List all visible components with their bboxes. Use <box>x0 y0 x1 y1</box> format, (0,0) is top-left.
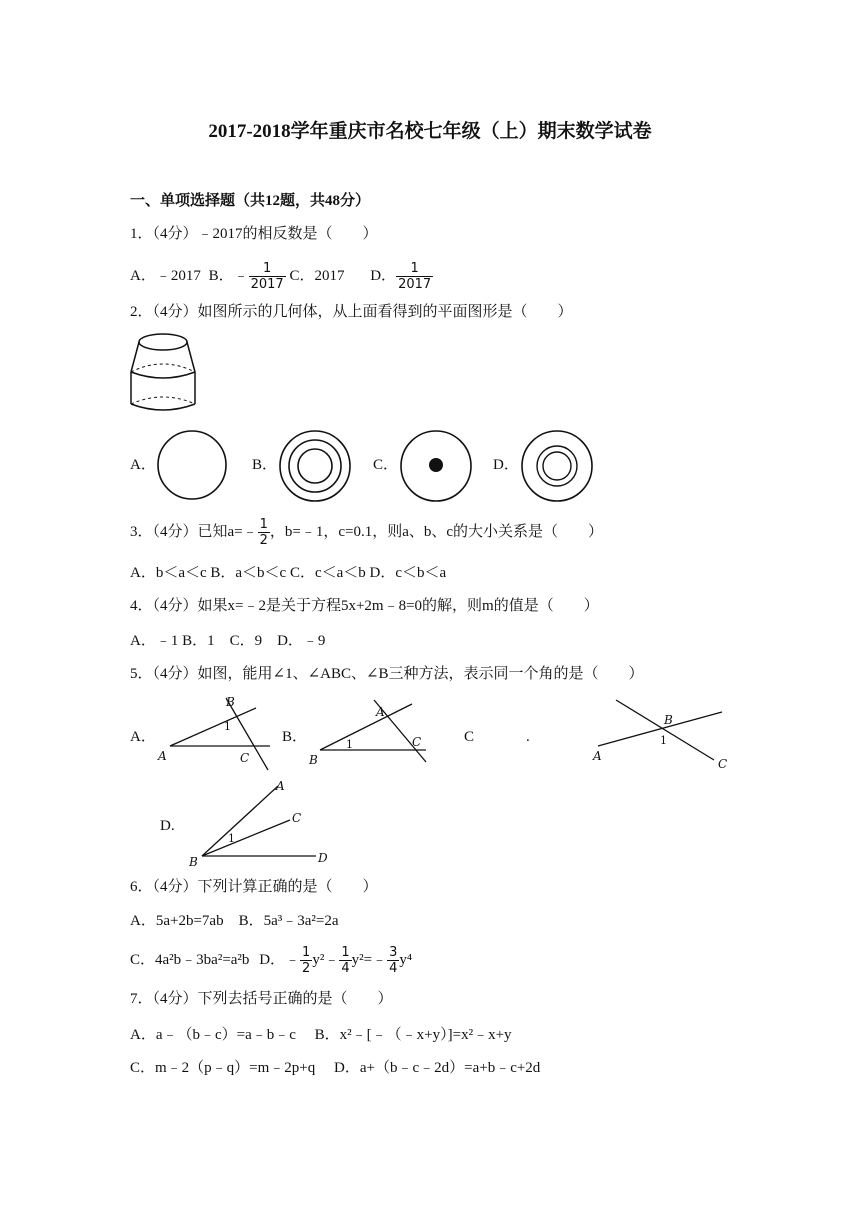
q5-option-b-figure <box>306 696 436 770</box>
question-7-options-ab: A．a﹣（b﹣c）=a﹣b﹣c B．x²﹣[﹣（﹣x+y）]=x²﹣x+y <box>130 1027 512 1043</box>
q2-option-d-circles <box>518 428 598 504</box>
q5b-label-B: B <box>309 753 318 767</box>
q6-term-2: y²=﹣ <box>351 952 388 968</box>
q5c-label-B: B <box>664 713 673 727</box>
q1-option-b-prefix: B．﹣ <box>208 268 249 284</box>
q5-option-a-label: A． <box>130 729 156 745</box>
q5-option-c-label: C <box>464 729 475 745</box>
question-6-options-ab: A．5a+2b=7ab B．5a³﹣3a²=2a <box>130 913 339 929</box>
q1-option-c: C．2017 <box>289 268 345 284</box>
question-2-stem: 2．（4分）如图所示的几何体，从上面看得到的平面图形是（ ） <box>130 304 573 320</box>
question-1-options <box>130 258 433 294</box>
q5-option-d-figure <box>186 776 336 870</box>
question-1-stem: 1．（4分）﹣2017的相反数是（ ） <box>130 226 378 242</box>
q5d-label-C: C <box>292 811 302 825</box>
q5-option-b-label: B． <box>282 729 308 745</box>
q1-option-d-prefix: D． <box>370 268 397 284</box>
q2-option-c-label: C． <box>373 457 399 473</box>
q2-option-a-label: A． <box>130 457 156 473</box>
q6-fraction-1: $\frac{1}{2}$ <box>302 945 311 977</box>
section-heading: 一、单项选择题（共12题，共48分） <box>130 193 371 209</box>
q6-term-3: y⁴ <box>399 952 413 968</box>
exam-title: 2017-2018学年重庆市名校七年级（上）期末数学试卷 <box>208 121 652 142</box>
q6-fraction-2: $\frac{1}{4}$ <box>341 945 350 977</box>
question-3-stem <box>130 514 603 550</box>
q2-option-c-circle-dot <box>398 428 474 504</box>
question-7-options-cd: C．m﹣2（p﹣q）=m﹣2p+q D．a+（b﹣c﹣2d）=a+b﹣c+2d <box>130 1060 541 1076</box>
q6-term-1: y²﹣ <box>312 952 340 968</box>
solid-figure <box>126 330 202 416</box>
q5d-label-D: D <box>318 851 328 865</box>
q3-stem-prefix: 3．（4分）已知a=﹣ <box>130 524 258 540</box>
q5d-label-A: A <box>276 779 285 793</box>
q5a-label-B: B <box>226 695 235 709</box>
question-4-options: A．﹣1 B．1 C．9 D．﹣9 <box>130 633 326 649</box>
q2-option-b-circles <box>277 428 353 504</box>
q5b-label-A: A <box>376 705 385 719</box>
q5b-label-C: C <box>412 735 422 749</box>
question-7-stem: 7．（4分）下列去括号正确的是（ ） <box>130 991 393 1007</box>
q5c-label-A: A <box>593 749 602 763</box>
question-3-options: A．b＜a＜c B．a＜b＜c C．c＜a＜b D．c＜b＜a <box>130 565 447 581</box>
q2-option-d-label: D． <box>493 457 519 473</box>
q5-option-d-label: D. <box>160 818 175 834</box>
question-6-stem: 6．（4分）下列计算正确的是（ ） <box>130 879 378 895</box>
q6-fraction-3: $\frac{3}{4}$ <box>389 945 398 977</box>
q6-option-d-prefix: D．﹣ <box>259 952 301 968</box>
q2-option-b-label: B． <box>252 457 278 473</box>
q3-stem-suffix: ，b=﹣1，c=0.1，则a、b、c的大小关系是（ ） <box>269 524 604 540</box>
q3-fraction: $\frac{1}{2}$ <box>259 517 268 549</box>
q5-option-a-figure <box>156 692 276 772</box>
q5c-label-C: C <box>718 757 728 771</box>
q1-option-b-fraction: $\frac{1}{2017}$ <box>250 261 284 293</box>
q5-option-c-dot: . <box>526 729 530 745</box>
question-5-stem: 5．（4分）如图，能用∠1、∠ABC、∠B三种方法，表示同一个角的是（ ） <box>130 666 644 682</box>
q5c-label-1: 1 <box>660 734 667 747</box>
q1-option-d-fraction: $\frac{1}{2017}$ <box>398 261 432 293</box>
question-6-options-cd <box>130 942 412 978</box>
q1-option-a: A．﹣2017 <box>130 268 201 284</box>
q5a-label-C: C <box>240 751 250 765</box>
q6-option-c: C．4a²b﹣3ba²=a²b <box>130 952 250 968</box>
q5a-label-A: A <box>158 749 167 763</box>
q5b-label-1: 1 <box>346 738 353 751</box>
q5d-label-1: 1 <box>228 832 235 845</box>
q5a-label-1: 1 <box>224 720 231 733</box>
question-4-stem: 4．（4分）如果x=﹣2是关于方程5x+2m﹣8=0的解，则m的值是（ ） <box>130 598 599 614</box>
q5d-label-B: B <box>189 855 198 869</box>
q2-option-a-circle <box>155 428 229 502</box>
q5-option-c-figure <box>588 694 734 774</box>
